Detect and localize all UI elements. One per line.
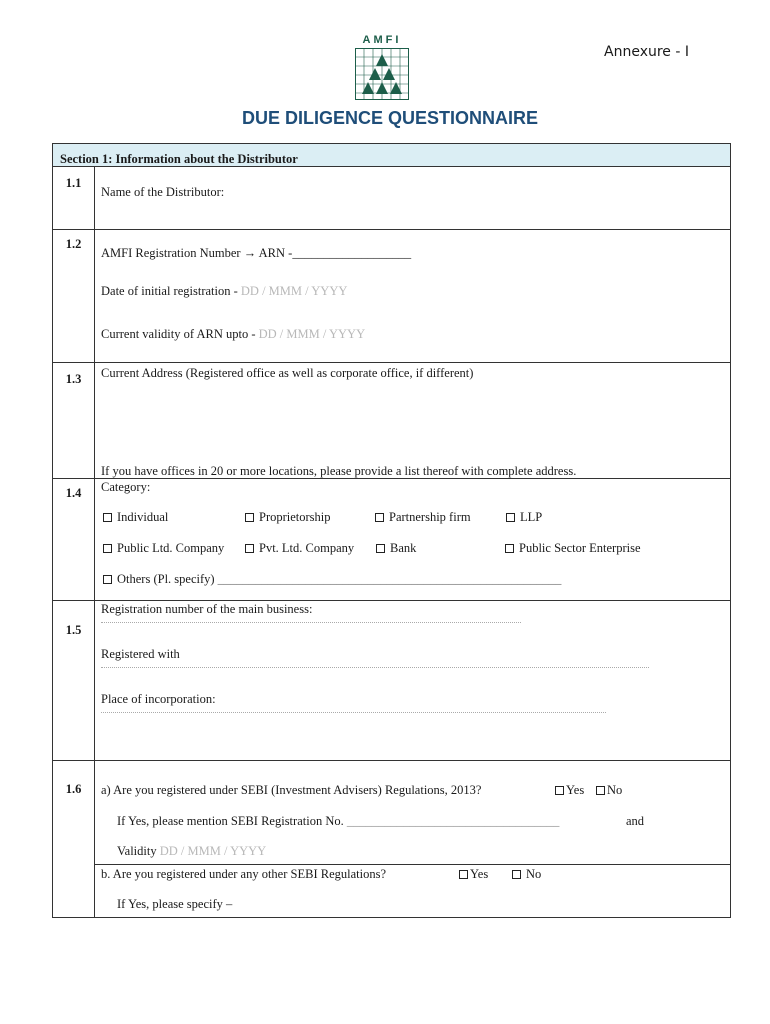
row-divider	[53, 760, 730, 761]
place-of-incorporation-label: Place of incorporation:	[101, 692, 216, 706]
checkbox-icon[interactable]	[555, 786, 564, 795]
row-divider	[53, 362, 730, 363]
sebi-ia-yes-option[interactable]	[555, 783, 584, 798]
option-label: No	[526, 867, 542, 881]
question-number: 1.1	[65, 176, 82, 190]
checkbox-icon[interactable]	[505, 544, 514, 553]
checkbox-icon[interactable]	[245, 513, 254, 522]
checkbox-icon[interactable]	[506, 513, 515, 522]
initial-registration-field[interactable]	[101, 284, 347, 299]
checkbox-icon[interactable]	[459, 870, 468, 879]
column-divider	[94, 167, 95, 918]
logo-wordmark: AMFI	[362, 34, 402, 46]
arn-validity-field[interactable]	[101, 327, 365, 342]
arn-field[interactable]	[101, 246, 411, 261]
offices-note: If you have offices in 20 or more locations, please provide a list thereof with complete address.	[101, 464, 577, 478]
question-number: 1.6	[65, 782, 82, 796]
other-sebi-no-option[interactable]	[512, 867, 541, 882]
checkbox-icon[interactable]	[103, 544, 112, 553]
registration-number-input[interactable]	[101, 622, 521, 623]
sebi-validity-label: Validity	[117, 844, 160, 858]
arn-label: AMFI Registration Number → ARN -	[101, 246, 293, 260]
category-option-public-ltd[interactable]	[103, 541, 224, 556]
row-divider	[53, 600, 730, 601]
other-sebi-yes-option[interactable]	[459, 867, 488, 882]
option-label: Bank	[390, 541, 417, 555]
amfi-triangle-icon	[355, 48, 409, 100]
category-option-llp[interactable]	[506, 510, 542, 525]
distributor-info-table	[52, 143, 731, 918]
arn-validity-date[interactable]: DD / MMM / YYYY	[258, 327, 366, 341]
option-label: No	[607, 783, 623, 797]
initial-registration-label: Date of initial registration -	[101, 284, 241, 298]
sebi-registration-label: If Yes, please mention SEBI Registration No.	[117, 814, 347, 828]
checkbox-icon[interactable]	[245, 544, 254, 553]
amfi-logo	[354, 34, 410, 100]
category-option-pvt-ltd[interactable]	[245, 541, 354, 556]
option-label: Public Ltd. Company	[117, 541, 225, 555]
question-number: 1.4	[65, 486, 82, 500]
and-text: and	[626, 814, 645, 828]
category-label: Category:	[101, 480, 151, 494]
sebi-validity-field[interactable]	[117, 844, 266, 859]
option-label: Public Sector Enterprise	[519, 541, 641, 555]
other-sebi-specify-label: If Yes, please specify –	[117, 897, 233, 911]
option-label: Individual	[117, 510, 169, 524]
checkbox-icon[interactable]	[376, 544, 385, 553]
registration-number-label: Registration number of the main business:	[101, 602, 313, 616]
option-label: Proprietorship	[259, 510, 331, 524]
document-title: DUE DILIGENCE QUESTIONNAIRE	[241, 108, 539, 128]
sebi-registration-blank[interactable]: __________________________________	[346, 814, 560, 828]
sebi-ia-question: a) Are you registered under SEBI (Investment Advisers) Regulations, 2013?	[101, 783, 482, 797]
others-blank[interactable]: _______________________________________________________	[217, 572, 562, 586]
category-option-others[interactable]	[103, 572, 561, 587]
registered-with-input[interactable]	[101, 667, 649, 668]
checkbox-icon[interactable]	[103, 575, 112, 584]
current-address-label: Current Address (Registered office as well as corporate office, if different)	[101, 366, 474, 380]
arn-blank: ___________________	[292, 246, 412, 260]
question-number: 1.3	[65, 372, 82, 386]
sebi-registration-field[interactable]	[117, 814, 559, 829]
option-label: Yes	[566, 783, 585, 797]
annexure-label: Annexure - I	[604, 44, 689, 60]
option-label: Yes	[470, 867, 489, 881]
option-label: Pvt. Ltd. Company	[259, 541, 355, 555]
sebi-ia-no-option[interactable]	[596, 783, 622, 798]
category-option-partnership[interactable]	[375, 510, 471, 525]
option-label: Partnership firm	[389, 510, 471, 524]
other-sebi-question: b. Are you registered under any other SEBI Regulations?	[101, 867, 386, 881]
checkbox-icon[interactable]	[512, 870, 521, 879]
category-option-individual[interactable]	[103, 510, 168, 525]
sebi-validity-date[interactable]: DD / MMM / YYYY	[159, 844, 267, 858]
question-number: 1.2	[65, 237, 82, 251]
option-label: LLP	[520, 510, 543, 524]
category-option-bank[interactable]	[376, 541, 416, 556]
question-number: 1.5	[65, 623, 82, 637]
place-of-incorporation-input[interactable]	[101, 712, 606, 713]
checkbox-icon[interactable]	[375, 513, 384, 522]
checkbox-icon[interactable]	[596, 786, 605, 795]
arn-validity-label: Current validity of ARN upto -	[101, 327, 259, 341]
row-divider	[95, 864, 730, 865]
distributor-name-label: Name of the Distributor:	[101, 185, 225, 199]
others-label: Others (Pl. specify)	[117, 572, 218, 586]
checkbox-icon[interactable]	[103, 513, 112, 522]
section-heading: Section 1: Information about the Distributor	[53, 144, 730, 167]
row-divider	[53, 229, 730, 230]
initial-registration-date[interactable]: DD / MMM / YYYY	[240, 284, 348, 298]
category-option-public-sector[interactable]	[505, 541, 641, 556]
registered-with-label: Registered with	[101, 647, 180, 661]
category-option-proprietorship[interactable]	[245, 510, 331, 525]
